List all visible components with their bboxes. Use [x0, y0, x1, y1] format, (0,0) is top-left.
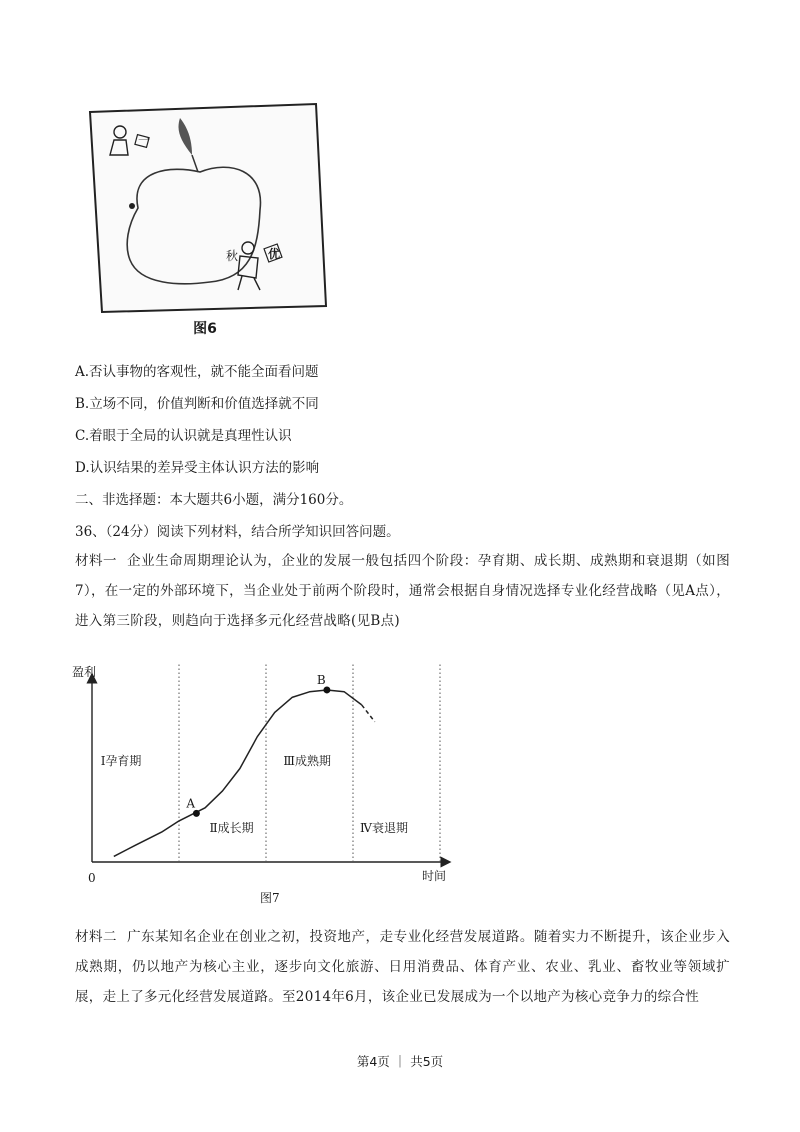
profit-curve-projection [362, 705, 375, 722]
point-a-label: A [186, 796, 196, 811]
sign-left-text: 一 [138, 133, 151, 147]
svg-text:秋: 秋 [226, 249, 239, 263]
material-1 [75, 546, 730, 636]
figure-6-caption: 图6 [193, 321, 217, 337]
material-2-lead: 材料二 [75, 929, 118, 945]
figure-7-caption: 图7 [260, 891, 280, 905]
figure-6 [80, 100, 330, 345]
sign-right-text: 优 [268, 247, 281, 261]
point-a [193, 810, 200, 817]
cartoon-illustration [80, 100, 330, 315]
material-1-text: 企业生命周期理论认为，企业的发展一般包括四个阶段：孕育期、成长期、成熟期和衰退期（如图7），在一定的外部环境下，当企业处于前两个阶段时，通常会根据自身情况选择专业化经营战略（见A点），进入第三阶段，则趋向于选择多元化经营战略(见B点) [75, 553, 731, 629]
stage-label-1: Ⅰ孕育期 [100, 753, 142, 768]
material-2-text: 广东某知名企业在创业之初，投资地产，走专业化经营发展道路。随着实力不断提升，该企业步入成熟期，仍以地产为核心主业，逐步向文化旅游、日用消费品、体育产业、农业、乳业、畜牧业等领域扩展，走上了多元化经营发展道路。至2014年6月，该企业已发展成为一个以地产为核心竞争力的综合性 [75, 929, 731, 1005]
material-1-lead: 材料一 [75, 553, 118, 569]
point-b [323, 686, 330, 693]
y-axis-label: 盈利 [72, 665, 97, 679]
origin-label: 0 [88, 871, 96, 885]
section-heading: 二、非选择题：本大题共6小题，满分160分。 [75, 492, 353, 508]
stage-label-4: Ⅳ衰退期 [359, 821, 408, 836]
figure-7 [70, 650, 480, 912]
material-2 [75, 922, 730, 1012]
point-b-label: B [316, 672, 326, 687]
option-c: C.着眼于全局的认识就是真理性认识 [75, 428, 292, 444]
lifecycle-chart [70, 650, 480, 912]
stage-label-3: Ⅲ成熟期 [283, 753, 331, 768]
option-b: B.立场不同，价值判断和价值选择就不同 [75, 396, 319, 412]
option-d: D.认识结果的差异受主体认识方法的影响 [75, 460, 320, 476]
stage-label-2: Ⅱ成长期 [209, 821, 254, 836]
x-axis-label: 时间 [422, 869, 447, 883]
question-36: 36、（24分）阅读下列材料，结合所学知识回答问题。 [75, 524, 400, 540]
page-footer: 第4页 ｜ 共5页 [356, 1054, 444, 1069]
option-a: A.否认事物的客观性，就不能全面看问题 [75, 364, 319, 380]
